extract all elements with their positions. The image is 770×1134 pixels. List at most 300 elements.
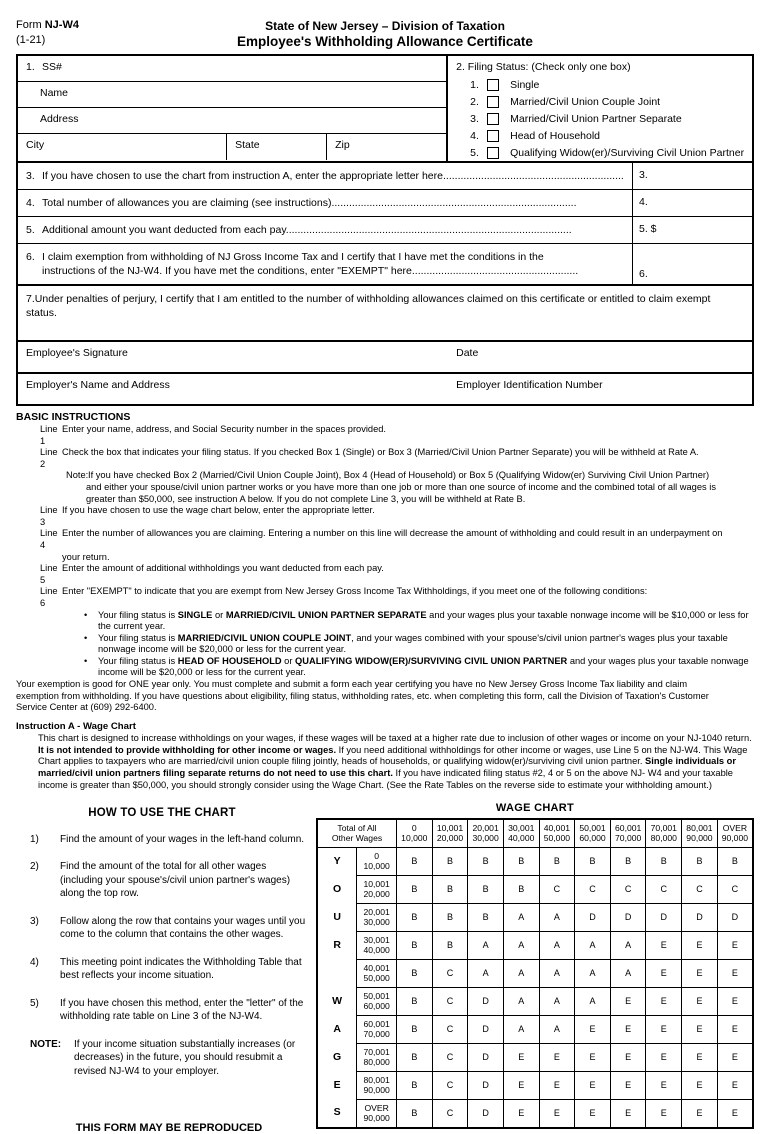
bullet-1-mid: or [212, 609, 226, 620]
how-to-note [16, 1038, 308, 1079]
col-1-bottom: 20,000 [436, 833, 464, 844]
note-text: If your income situation substantially increases (or decreases) in the future, you should resubmit a revised NJ-W4 to your employer. [74, 1038, 296, 1077]
col-header-2 [468, 819, 504, 848]
wage-chart-cell: D [468, 1043, 504, 1071]
wage-chart-cell: D [468, 987, 504, 1015]
step-3-text: Follow along the row that contains your wages until you come to the column that contains the other wages. [60, 915, 306, 941]
wage-chart-row-label [357, 1099, 397, 1128]
note-body-2: and either your spouse/civil union partner works or you have more than one job or more than one source of income and the combined total of all wages is [86, 481, 716, 492]
wage-chart-cell: B [717, 847, 753, 875]
wage-chart-row-label [357, 875, 397, 903]
instruction-line-2 [16, 447, 754, 470]
col-header-1 [432, 819, 468, 848]
bullet-2-body [98, 633, 754, 645]
col-4-bottom: 50,000 [543, 833, 571, 844]
your-wages-side-label-cell: U [317, 903, 357, 931]
line-3-row [18, 163, 752, 189]
wage-chart-cell: B [503, 847, 539, 875]
col-header-6 [610, 819, 646, 848]
name-field[interactable] [18, 82, 446, 108]
filing-status-option-1[interactable] [470, 76, 752, 93]
wage-chart-cell: B [397, 1015, 433, 1043]
filing-status-block [448, 56, 752, 161]
wage-chart-cell: D [468, 1099, 504, 1128]
wage-chart-head [317, 819, 753, 848]
exempt-bullet-3 [16, 656, 754, 668]
line-3-body: If you have chosen to use the wage chart below, enter the appropriate letter. [62, 505, 375, 516]
wage-chart-cell: D [717, 903, 753, 931]
row-label-top: 70,001 [363, 1046, 390, 1057]
zip-field[interactable] [326, 134, 446, 160]
bullet-1-bold-2: MARRIED/CIVIL UNION PARTNER SEPARATE [225, 609, 427, 620]
line-6-description-a: I claim exemption from withholding of NJ Gross Income Tax and I certify that I have met the conditions in the [42, 251, 544, 263]
instruction-note [16, 470, 754, 482]
wage-chart-cell: C [432, 1071, 468, 1099]
instruction-a-heading: Instruction A - Wage Chart [16, 720, 136, 732]
your-wages-side-label-cell: W [317, 987, 357, 1015]
wage-chart-cell: A [575, 931, 611, 959]
wage-chart-row [317, 959, 753, 987]
form-title [16, 18, 754, 50]
bullet-1-post: and your wages plus your taxable nonwage income will be $10,000 or less for [426, 609, 749, 620]
line-3-text [18, 163, 632, 189]
wage-chart-cell: B [575, 847, 611, 875]
instruction-line-1 [16, 424, 754, 447]
wage-chart-cell: A [503, 931, 539, 959]
employee-signature-field[interactable] [18, 342, 448, 372]
wage-chart-cell: A [468, 931, 504, 959]
wage-chart-row [317, 931, 753, 959]
line-4-body-2-row [16, 552, 754, 564]
col-5-bottom: 60,000 [579, 833, 606, 844]
form-revision: (1-21) [16, 34, 46, 46]
wage-chart-cell: B [397, 847, 433, 875]
instruction-a-p6: withholding amount.) [626, 780, 712, 791]
line-4-dots: .................................................................................... [331, 197, 577, 209]
col-2-bottom: 30,000 [472, 833, 499, 844]
line-7-number: 7. [26, 293, 35, 305]
employer-id-field[interactable] [448, 374, 752, 404]
employer-name-address-label: Employer's Name and Address [26, 379, 170, 391]
wage-chart-row [317, 1099, 753, 1128]
wage-chart-cell: E [503, 1043, 539, 1071]
col-3-bottom: 40,000 [508, 833, 535, 844]
wage-chart-row-label [357, 987, 397, 1015]
wage-chart-title: WAGE CHART [495, 801, 575, 814]
line-4-body-2: your return. [62, 551, 110, 562]
how-to-step-4 [16, 956, 308, 983]
city-field[interactable] [18, 134, 226, 160]
address-label: Address [40, 113, 79, 125]
wage-chart-cell: A [575, 987, 611, 1015]
wage-chart-cell: E [717, 987, 753, 1015]
line-6-answer-number: 6. [639, 268, 648, 280]
row-label-top: 0 [374, 850, 380, 861]
wage-chart-cell: A [539, 959, 575, 987]
wage-chart-cell: E [539, 1099, 575, 1128]
note-body-3: greater than $50,000, see instruction A below. If you do not complete Line 3, you will be withheld at Rate B. [86, 493, 526, 504]
wage-chart-row [317, 847, 753, 875]
row-label-bottom: 50,000 [363, 973, 390, 984]
wage-chart-cell: E [682, 1099, 718, 1128]
line-6-row [18, 243, 752, 284]
row-label-top: 60,001 [363, 1018, 390, 1029]
step-4-text: This meeting point indicates the Withholding Table that best reflects your income situation. [60, 956, 302, 982]
wage-chart-cell: E [575, 1043, 611, 1071]
filing-status-option-4[interactable] [470, 127, 752, 144]
checkbox-icon[interactable] [487, 96, 499, 108]
line-5-answer-number: 5. $ [639, 223, 657, 235]
wage-chart-cell: C [539, 875, 575, 903]
wage-chart-cell: E [717, 959, 753, 987]
row-label-bottom: 10,000 [363, 861, 390, 872]
wage-chart-cell: D [575, 903, 611, 931]
wage-chart-body [317, 847, 753, 1128]
wage-chart-cell: C [432, 987, 468, 1015]
wage-chart-header-row [317, 819, 753, 848]
line-3-description: If you have chosen to use the chart from instruction A, enter the appropriate letter here [42, 170, 443, 182]
line-4-answer-number: 4. [639, 196, 648, 208]
your-wages-side-label-cell: E [317, 1071, 357, 1099]
step-3-number: 3) [30, 915, 39, 927]
wage-chart-cell: C [432, 1043, 468, 1071]
step-2-number: 2) [30, 861, 39, 873]
wage-chart-cell: B [432, 931, 468, 959]
col-6-top: 60,001 [615, 822, 642, 833]
step-5-number: 5) [30, 997, 39, 1009]
wage-chart-cell: E [610, 1099, 646, 1128]
col-header-9 [717, 819, 753, 848]
instruction-a-p2-bold: It is not intended to provide withholding for other income or wages. [38, 744, 337, 755]
wage-chart-cell: C [717, 875, 753, 903]
wage-chart-cell: E [717, 931, 753, 959]
wage-chart-cell: B [397, 931, 433, 959]
option-4-label: Head of Household [510, 129, 601, 142]
row-label-bottom: 90,000 [363, 1113, 390, 1124]
wage-chart-cell: C [646, 875, 682, 903]
reproduction-notice: THIS FORM MAY BE REPRODUCED [75, 1122, 263, 1134]
wage-chart-row-label [357, 1071, 397, 1099]
filing-status-option-3[interactable] [470, 110, 752, 127]
bullet-1-body [98, 610, 754, 622]
line-4-body-1: Enter the number of allowances you are claiming. Entering a number on this line will decrease the amount of withholding and could result in an underpayment on [62, 528, 723, 539]
your-wages-side-label-cell: O [317, 875, 357, 903]
how-to-use-panel [16, 802, 308, 1134]
bullet-3-continuation: income will be $20,000 or less for the current year. [98, 667, 306, 678]
your-wages-side-label-cell: S [317, 1099, 357, 1128]
wage-chart-cell: A [539, 987, 575, 1015]
col-4-top: 40,001 [543, 822, 571, 833]
how-to-step-3 [16, 915, 308, 942]
wage-chart-cell: E [682, 1043, 718, 1071]
wage-chart-cell: A [575, 959, 611, 987]
employer-name-address-field[interactable] [18, 374, 448, 404]
bullet-3-body [98, 656, 754, 668]
wage-chart-cell: C [432, 1015, 468, 1043]
wage-chart-panel [308, 802, 754, 1134]
wage-chart-cell: C [682, 875, 718, 903]
wage-chart-cell: B [397, 959, 433, 987]
date-label: Date [456, 347, 479, 359]
step-1-number: 1) [30, 833, 39, 845]
wage-chart-cell: D [646, 903, 682, 931]
line-5-text [18, 217, 632, 243]
wage-chart-row [317, 1071, 753, 1099]
line-5-body: Enter the amount of additional withholdings you want deducted from each pay. [62, 563, 384, 574]
bullet-3-pre: Your filing status is [98, 655, 178, 666]
line-6-dots: ......................................................... [411, 265, 579, 277]
wage-chart-cell: A [503, 903, 539, 931]
state-field[interactable] [226, 134, 326, 160]
wage-chart-cell: E [503, 1071, 539, 1099]
wage-chart-cell: E [646, 931, 682, 959]
wage-chart-row-label [357, 847, 397, 875]
exemption-closing-3: Service Center at (609) 292-6400. [16, 702, 157, 713]
wage-chart-row-label [357, 1043, 397, 1071]
wage-chart-cell: B [468, 875, 504, 903]
filing-status-option-5[interactable] [470, 144, 752, 161]
bullet-3-mid: or [281, 655, 296, 666]
step-4-number: 4) [30, 956, 39, 968]
wage-chart-cell: B [397, 987, 433, 1015]
your-wages-side-label-cell: G [317, 1043, 357, 1071]
wage-chart-cell: B [503, 875, 539, 903]
state-label: State [235, 139, 260, 151]
row-label-bottom: 80,000 [363, 1057, 390, 1068]
wage-chart-cell: E [717, 1099, 753, 1128]
exempt-bullet-1 [16, 610, 754, 622]
how-to-step-5 [16, 997, 308, 1024]
wage-chart-table [316, 818, 754, 1129]
wage-chart-cell: B [397, 1099, 433, 1128]
wage-chart-row [317, 1043, 753, 1071]
checkbox-icon[interactable] [487, 130, 499, 142]
ssn-label: SS# [42, 61, 62, 73]
option-1-number: 1. [470, 78, 479, 91]
col-8-bottom: 90,000 [686, 833, 713, 844]
title-line-1: State of New Jersey – Division of Taxation [265, 19, 505, 33]
wage-chart-row [317, 903, 753, 931]
wage-chart-cell: B [397, 875, 433, 903]
instruction-a-p2-post: If you need additional withholdings for other income or wages, use Line 5 on the NJ-W4. [336, 744, 701, 755]
checkbox-icon[interactable] [487, 79, 499, 91]
wage-chart-cell: E [610, 987, 646, 1015]
wage-chart-cell: E [646, 959, 682, 987]
option-5-number: 5. [470, 146, 479, 159]
wage-chart-cell: C [610, 875, 646, 903]
wage-chart-cell: B [682, 847, 718, 875]
wage-chart-cell: D [468, 1015, 504, 1043]
line-3-number: 3. [26, 170, 35, 182]
form-header [16, 18, 754, 54]
note-body-1: If you have checked Box 2 (Married/Civil Union Couple Joint), Box 4 (Head of Household) or Box 5 (Qualifying Widow(er) Surviving Civil Union Partner) [88, 470, 710, 481]
line-5-number: 5. [26, 224, 35, 236]
instruction-a-body [16, 733, 754, 792]
wage-chart-cell: A [610, 931, 646, 959]
line-4-tag: Line 4 [40, 528, 58, 550]
exemption-closing-2: exemption from withholding. If you have questions about eligibility, filing status, withholding rates, etc. when completing this form, call the Division of Taxation's Customer [16, 690, 709, 701]
col-9-top: OVER [722, 822, 748, 833]
your-wages-side-label-cell: A [317, 1015, 357, 1043]
wage-chart-cell: B [539, 847, 575, 875]
option-3-number: 3. [470, 112, 479, 125]
form-identifier [16, 18, 79, 48]
row-label-bottom: 60,000 [363, 1001, 390, 1012]
row-label-top: 30,001 [363, 934, 390, 945]
instruction-a-p5: W4 and your taxable income is greater than $50,000, you should strongly consider using the Wage Chart. (See the Rate Tables on the reverse side to estimate your [38, 768, 733, 791]
wage-chart-cell: C [575, 875, 611, 903]
line-3-tag: Line 3 [40, 505, 58, 527]
line-5-description: Additional amount you want deducted from each pay [42, 224, 286, 236]
note-tag: Note: [66, 470, 89, 481]
col-header-4 [539, 819, 575, 848]
option-1-label: Single [510, 78, 540, 91]
row-label-top: 50,001 [363, 990, 390, 1001]
option-2-number: 2. [470, 95, 479, 108]
bullet-icon: • [84, 655, 88, 666]
wage-chart-cell: E [646, 1015, 682, 1043]
note-body-3-row [16, 494, 754, 506]
wage-chart-cell: D [610, 903, 646, 931]
col-7-top: 70,001 [650, 822, 677, 833]
instruction-a-p3-bold: Single [645, 756, 673, 767]
option-3-label: Married/Civil Union Partner Separate [510, 112, 682, 125]
lower-section [16, 802, 754, 1134]
how-to-use-title: HOW TO USE THE CHART [88, 806, 236, 819]
filing-status-options [448, 76, 752, 161]
option-2-label: Married/Civil Union Couple Joint [510, 95, 661, 108]
city-state-zip-row [18, 134, 446, 160]
line-6-answer-field[interactable] [632, 244, 752, 284]
wage-chart-row [317, 875, 753, 903]
line-4-answer-field[interactable] [632, 190, 752, 216]
row-label-bottom: 90,000 [363, 1085, 390, 1096]
bullet-1-continuation: the current year. [98, 621, 166, 632]
line-5-row [18, 216, 752, 243]
wage-chart-cell: E [682, 1071, 718, 1099]
wage-chart-cell: E [682, 987, 718, 1015]
your-wages-side-label-cell: Y [317, 847, 357, 875]
how-to-step-1 [16, 833, 308, 847]
wage-chart-cell: E [682, 1015, 718, 1043]
corner-label-line-1: Total of All [337, 822, 377, 833]
zip-label: Zip [335, 139, 350, 151]
row-label-top: OVER [364, 1102, 389, 1113]
wage-chart-cell: E [503, 1099, 539, 1128]
wage-chart-cell: A [539, 931, 575, 959]
wage-chart-cell: E [539, 1071, 575, 1099]
line-5-answer-field[interactable] [632, 217, 752, 243]
wage-chart-cell: D [682, 903, 718, 931]
line-3-answer-field[interactable] [632, 163, 752, 189]
wage-chart-cell: A [539, 1015, 575, 1043]
wage-chart-cell: E [575, 1015, 611, 1043]
checkbox-icon[interactable] [487, 147, 499, 159]
note-body-2-row [16, 482, 754, 494]
col-0-top: 0 [411, 822, 417, 833]
line-6-body: Enter "EXEMPT" to indicate that you are exempt from New Jersey Gross Income Tax Withholdings, if you meet one of the following conditions: [62, 586, 648, 597]
employer-id-label: Employer Identification Number [456, 379, 603, 391]
wage-chart-cell: B [646, 847, 682, 875]
main-form-box [16, 54, 754, 406]
wage-chart-cell: E [646, 1071, 682, 1099]
line-4-row [18, 189, 752, 216]
col-header-8 [682, 819, 718, 848]
wage-chart-row-label [357, 931, 397, 959]
wage-chart-cell: E [682, 959, 718, 987]
wage-chart-cell: A [539, 903, 575, 931]
instruction-line-4 [16, 528, 754, 551]
instruction-a-p1: This chart is designed to increase withholdings on your wages, if these wages will be taxed at a higher rate due to inclusion of other wages or income on your NJ-1040 [38, 732, 723, 743]
instruction-line-3 [16, 505, 754, 528]
your-wages-side-label-cell: R [317, 931, 357, 959]
row-label-bottom: 20,000 [363, 889, 390, 900]
wage-chart-cell: C [432, 959, 468, 987]
col-header-5 [575, 819, 611, 848]
form-label: Form [16, 19, 42, 31]
bullet-icon: • [84, 632, 88, 643]
col-header-7 [646, 819, 682, 848]
filing-status-option-2[interactable] [470, 93, 752, 110]
instruction-line-5 [16, 563, 754, 586]
bullet-3-bold-2: QUALIFYING WIDOW(ER)/SURVIVING CIVIL UNION PARTNER [295, 655, 568, 666]
title-line-2: Employee's Withholding Allowance Certificate [237, 34, 533, 49]
col-2-top: 20,001 [472, 822, 499, 833]
checkbox-icon[interactable] [487, 113, 499, 125]
wage-chart-cell: B [610, 847, 646, 875]
col-7-bottom: 80,000 [650, 833, 677, 844]
row-label-bottom: 70,000 [363, 1029, 390, 1040]
wage-chart-cell: E [646, 987, 682, 1015]
address-field[interactable] [18, 108, 446, 134]
col-6-bottom: 70,000 [615, 833, 642, 844]
bullet-2-continuation: nonwage income will be $20,000 or less for the current year. [98, 644, 347, 655]
filing-status-heading: 2. Filing Status: (Check only one box) [456, 61, 631, 73]
wage-chart-cell: A [503, 959, 539, 987]
bullet-3-post: and your wages plus your taxable nonwage [567, 655, 749, 666]
name-label: Name [40, 87, 69, 99]
wage-chart-cell: E [575, 1099, 611, 1128]
row-label-top: 20,001 [363, 906, 390, 917]
wage-chart-cell: E [717, 1043, 753, 1071]
date-field[interactable] [448, 342, 752, 372]
wage-chart-row-label [357, 903, 397, 931]
wage-chart-cell: C [432, 1099, 468, 1128]
exemption-closing-1: Your exemption is good for ONE year only. You must complete and submit a form each year certifying you have no New Jersey Gross Income Tax liability and claim [16, 679, 688, 690]
wage-chart-cell: E [539, 1043, 575, 1071]
option-5-label: Qualifying Widow(er)/Surviving Civil Union Partner [510, 146, 745, 159]
step-2-text: Find the amount of the total for all other wages (including your spouse's/civil union partner's wages) along the top row. [60, 861, 291, 900]
wage-chart-cell: B [397, 1043, 433, 1071]
bullet-1-bold-1: SINGLE [177, 609, 213, 620]
ssn-number: 1. [26, 61, 35, 73]
certification-statement [18, 284, 752, 340]
employee-signature-label: Employee's Signature [26, 347, 128, 359]
instruction-a-p2-pre: return. [724, 732, 752, 743]
wage-chart-cell: A [468, 959, 504, 987]
wage-chart-cell: E [575, 1071, 611, 1099]
wage-chart-cell: B [397, 903, 433, 931]
wage-chart-cell: D [468, 1071, 504, 1099]
line-4-number: 4. [26, 197, 35, 209]
ssn-field[interactable] [18, 56, 446, 82]
your-wages-side-label-cell [317, 959, 357, 987]
wage-chart-cell: B [432, 847, 468, 875]
line-6-number: 6. [26, 251, 35, 263]
wage-chart-cell: E [682, 931, 718, 959]
bullet-1-pre: Your filing status is [98, 609, 178, 620]
line-4-text [18, 190, 632, 216]
